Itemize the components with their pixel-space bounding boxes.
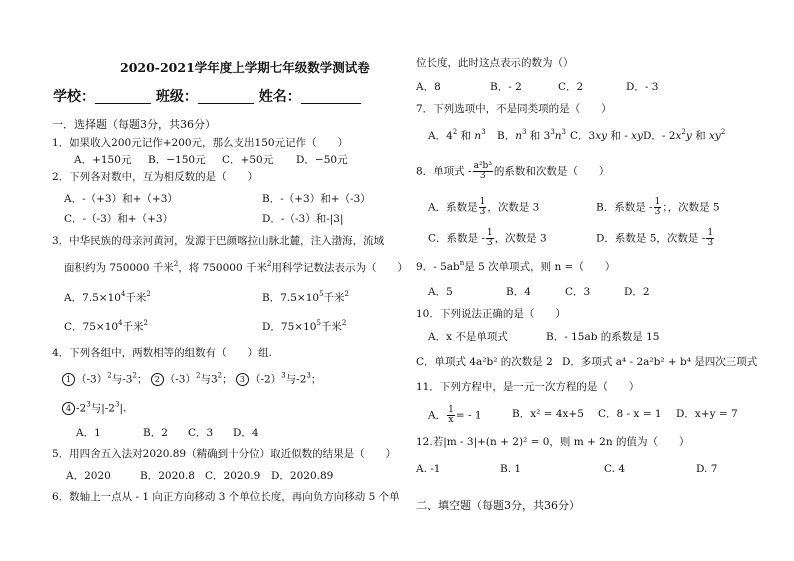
q10-option-a[interactable]: A．x 不是单项式 bbox=[428, 331, 508, 343]
q10-option-b[interactable]: B．- 15ab 的系数是 15 bbox=[546, 331, 660, 343]
q7-option-c[interactable]: C．3xy 和 - xy bbox=[570, 130, 643, 142]
q11-option-c[interactable]: C．8 - x = 1 bbox=[598, 408, 662, 420]
q3-option-d[interactable]: D．$75\times 10^5$千米$^2$ bbox=[262, 319, 347, 333]
q7-option-b[interactable]: B．$n^3$ 和 $3^3n^3$ bbox=[497, 128, 567, 142]
q1-option-b[interactable]: B．−150元 bbox=[148, 154, 206, 166]
question-2: 2．下列各对数中，互为相反数的是（ ） bbox=[52, 171, 259, 183]
school-blank[interactable] bbox=[95, 91, 151, 104]
q4-option-a[interactable]: A．1 bbox=[76, 427, 101, 439]
q11-option-b[interactable]: B．x² = 4x+5 bbox=[512, 408, 584, 420]
question-3-line1: 3．中华民族的母亲河黄河，发源于巴颜喀拉山脉北麓，注入渤海，流域 bbox=[52, 235, 385, 247]
q5-option-c[interactable]: C．2020.9 bbox=[205, 470, 261, 482]
q10-option-d[interactable]: D．多项式 a⁴ - 2a²b² + b⁴ 是四次三项式 bbox=[562, 356, 758, 368]
section-fill-heading: 二、填空题（每题3分，共36分） bbox=[416, 499, 580, 512]
q2-option-b[interactable]: B．-（+3）和+（-3） bbox=[262, 193, 371, 205]
question-8: 8．单项式 - $\frac{\text{a²b³}}{3}$ 的系数和次数是（ ） bbox=[416, 161, 610, 181]
q6-option-a[interactable]: A．8 bbox=[416, 81, 441, 93]
q11-option-a[interactable]: A． $\frac{1}{x}$ = - 1 bbox=[428, 405, 482, 425]
q4-items-line2: 4 $-2^3$与$|-2^3|$. bbox=[62, 402, 126, 415]
q6-option-d[interactable]: D．- 3 bbox=[626, 81, 659, 93]
q5-option-b[interactable]: B．2020.8 bbox=[140, 470, 195, 482]
name-label: 姓名： bbox=[258, 89, 301, 105]
q12-option-b[interactable]: B. 1 bbox=[500, 463, 522, 475]
question-5: 5．用四舍五入法对2020.89（精确到十分位）取近似数的结果是（ ） bbox=[52, 448, 397, 460]
q9-option-d[interactable]: D．2 bbox=[624, 286, 650, 298]
class-blank[interactable] bbox=[198, 91, 254, 104]
question-3-line2: 面积约为 750000 千米$^2$，将 750000 千米$^2$用科学记数法表示为（ ） bbox=[64, 260, 408, 274]
q1-option-a[interactable]: A．+150元 bbox=[74, 154, 132, 166]
q1-option-c[interactable]: C．+50元 bbox=[222, 154, 274, 166]
q2-option-a[interactable]: A．-（+3）和+（+3） bbox=[64, 193, 178, 205]
q8-option-d[interactable]: D．系数是 5，次数是 - $\frac{1}{3}$ bbox=[596, 228, 714, 248]
school-label: 学校： bbox=[53, 89, 95, 105]
q12-option-c[interactable]: C. 4 bbox=[604, 463, 626, 475]
question-10: 10．下列说法正确的是（ ） bbox=[416, 308, 566, 320]
q10-option-c[interactable]: C．单项式 4a²b² 的次数是 2 bbox=[416, 356, 553, 368]
question-6-continued: 位长度，此时这点表示的数为（） bbox=[416, 57, 574, 69]
q2-option-c[interactable]: C．-（-3）和+（+3） bbox=[64, 213, 174, 225]
q9-option-b[interactable]: B．4 bbox=[506, 286, 531, 298]
q3-option-c[interactable]: C．$75\times 10^4$千米$^2$ bbox=[64, 319, 148, 333]
name-blank[interactable] bbox=[301, 91, 361, 104]
question-7: 7．下列选项中，不是同类项的是（ ） bbox=[416, 103, 612, 115]
q11-option-d[interactable]: D．x+y = 7 bbox=[676, 408, 738, 420]
question-12: 12.若|m - 3|+(n + 2)² = 0，则 m + 2n 的值为（ ） bbox=[416, 436, 690, 448]
question-11: 11．下列方程中，是一元一次方程的是（ ） bbox=[416, 381, 640, 393]
school-field bbox=[53, 90, 361, 104]
q4-option-d[interactable]: D．4 bbox=[233, 427, 259, 439]
q5-option-a[interactable]: A．2020 bbox=[66, 470, 111, 482]
q6-option-c[interactable]: C．2 bbox=[558, 81, 584, 93]
q8-option-a[interactable]: A．系数是 $\frac{1}{3}$ ，次数是 3 bbox=[428, 197, 540, 217]
q7-option-a[interactable]: A．$4^2$ 和 $n^3$ bbox=[428, 128, 486, 142]
q9-option-c[interactable]: C．3 bbox=[565, 286, 591, 298]
q4-option-b[interactable]: B．2 bbox=[143, 427, 168, 439]
question-6: 6．数轴上一点从 - 1 向正方向移动 3 个单位长度，再向负方向移动 5 个单 bbox=[52, 491, 400, 503]
q5-option-d[interactable]: D．2020.89 bbox=[271, 470, 334, 482]
q12-option-d[interactable]: D. 7 bbox=[696, 463, 718, 475]
q4-items-line1: 1 $(-3)^2$与$-3^2$； 2 $(-3)^2$与$3^2$； 3 $(-2)^3$与$-2^3$； bbox=[62, 373, 321, 386]
q2-option-d[interactable]: D．-（-3）和-|3| bbox=[262, 213, 344, 225]
q12-option-a[interactable]: A. -1 bbox=[416, 463, 441, 475]
class-label: 班级： bbox=[155, 89, 198, 105]
page-title: 2020-2021学年度上学期七年级数学测试卷 bbox=[120, 60, 370, 75]
question-9: 9．- $5ab^n$是 5 次单项式，则 n =（ ） bbox=[416, 259, 616, 273]
q1-option-d[interactable]: D．−50元 bbox=[296, 154, 348, 166]
q4-option-c[interactable]: C．3 bbox=[188, 427, 214, 439]
q3-option-a[interactable]: A．$7.5\times 10^4$千米$^2$ bbox=[64, 290, 151, 304]
question-4: 4．下列各组中，两数相等的组数有（ ）组. bbox=[52, 347, 273, 359]
q9-option-a[interactable]: A．5 bbox=[428, 286, 453, 298]
question-1: 1．如果收入200元记作+200元，那么支出150元记作（ ） bbox=[52, 137, 349, 149]
q3-option-b[interactable]: B．$7.5\times 10^5$千米$^2$ bbox=[262, 290, 350, 304]
q7-option-d[interactable]: D．- $2x^2y$ 和 $xy^2$ bbox=[643, 128, 726, 142]
q8-option-b[interactable]: B．系数是 - $\frac{1}{3}$ ；，次数是 5 bbox=[596, 197, 720, 217]
q8-option-c[interactable]: C．系数是 - $\frac{1}{3}$ ，次数是 3 bbox=[428, 228, 547, 248]
q6-option-b[interactable]: B．- 2 bbox=[490, 81, 522, 93]
section-choice-heading: 一．选择题（每题3分，共36分） bbox=[52, 118, 216, 131]
